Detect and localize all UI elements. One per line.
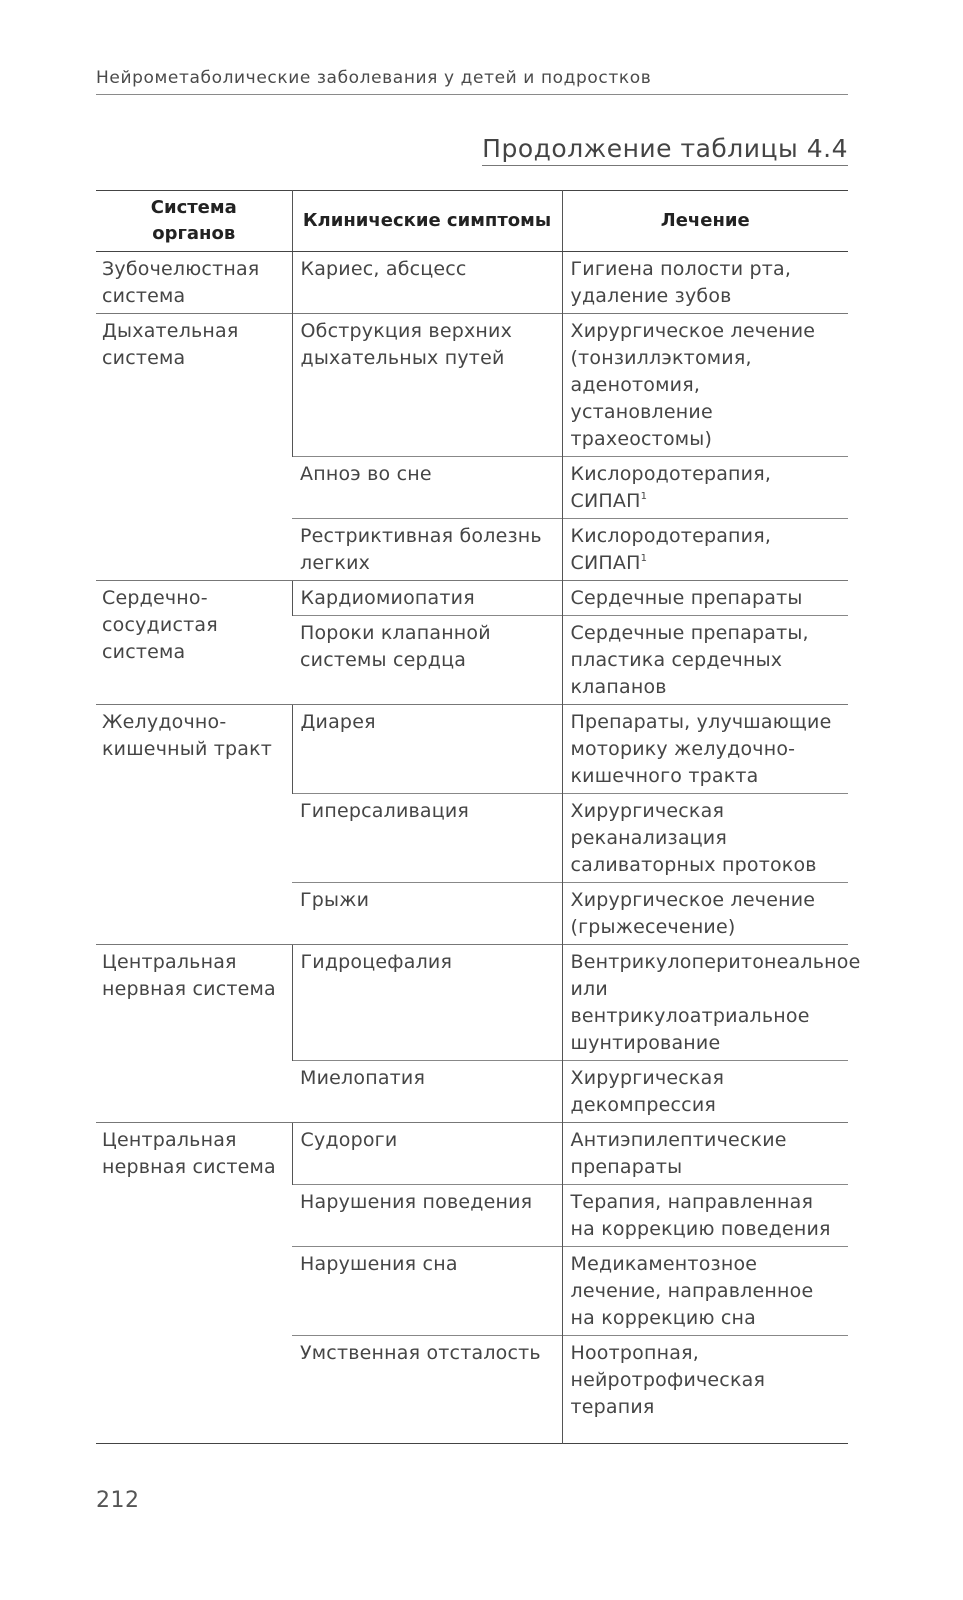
table-row — [96, 945, 848, 1061]
table-row — [96, 705, 848, 794]
symptom-cell: Гидроцефалия — [292, 945, 562, 1061]
symptom-cell: Миелопатия — [292, 1061, 562, 1123]
system-cell: Сердечно-сосудистая система — [96, 581, 292, 705]
treatment-cell — [562, 457, 848, 519]
table-caption: Продолжение таблицы 4.4 — [482, 134, 848, 166]
table-row — [96, 252, 848, 314]
table-row — [96, 1123, 848, 1185]
treatment-cell: Хирургическая декомпрессия — [562, 1061, 848, 1123]
treatment-cell: Терапия, направленная на коррекцию поведения — [562, 1185, 848, 1247]
system-cell: Дыхательная система — [96, 314, 292, 581]
treatment-text: Кислородотерапия, СИПАП — [570, 463, 772, 512]
symptom-cell: Умственная отсталость — [292, 1336, 562, 1444]
page-number: 212 — [96, 1488, 140, 1513]
symptom-cell: Обструкция верхних дыхательных путей — [292, 314, 562, 457]
system-cell: Желудочно-кишечный тракт — [96, 705, 292, 945]
system-cell: Зубочелюстная система — [102, 258, 260, 307]
treatment-cell: Вентрикулоперитонеальное или вентрикулоатриальное шунтирование — [562, 945, 848, 1061]
header-symptoms: Клинические симптомы — [292, 191, 562, 252]
system-cell: Центральная нервная система — [96, 1123, 292, 1444]
treatment-cell: Препараты, улучшающие моторику желудочно-кишечного тракта — [562, 705, 848, 794]
treatment-text: Кислородотерапия, СИПАП — [570, 525, 772, 574]
symptom-cell: Гиперсаливация — [292, 794, 562, 883]
symptom-cell: Грыжи — [292, 883, 562, 945]
symptom-cell: Судороги — [292, 1123, 562, 1185]
symptom-cell: Кариес, абсцесс — [292, 252, 562, 314]
running-head: Нейрометаболические заболевания у детей и подростков — [96, 68, 848, 95]
treatment-cell: Хирургическая реканализация саливаторных протоков — [562, 794, 848, 883]
system-cell: Центральная нервная система — [96, 945, 292, 1123]
symptom-cell: Диарея — [292, 705, 562, 794]
treatment-cell: Сердечные препараты, пластика сердечных клапанов — [562, 616, 848, 705]
treatment-cell: Медикаментозное лечение, направленное на коррекцию сна — [562, 1247, 848, 1336]
treatment-cell: Хирургическое лечение (грыжесечение) — [562, 883, 848, 945]
treatment-cell: Сердечные препараты — [562, 581, 848, 616]
header-treatment: Лечение — [562, 191, 848, 252]
footnote-marker: 1 — [640, 553, 648, 564]
symptom-cell: Пороки клапанной системы сердца — [292, 616, 562, 705]
table-header-row — [96, 191, 848, 252]
footnote-marker: 1 — [640, 491, 648, 502]
symptoms-treatment-table — [96, 190, 861, 1444]
symptom-cell: Нарушения поведения — [292, 1185, 562, 1247]
symptom-cell: Апноэ во сне — [292, 457, 562, 519]
symptom-cell: Нарушения сна — [292, 1247, 562, 1336]
treatment-cell — [562, 519, 848, 581]
treatment-cell: Антиэпилептические препараты — [562, 1123, 848, 1185]
treatment-cell: Хирургическое лечение (тонзиллэктомия, аденотомия, установление трахеостомы) — [562, 314, 848, 457]
symptom-cell: Рестриктивная болезнь легких — [292, 519, 562, 581]
table-row — [96, 581, 848, 616]
header-system: Система органов — [96, 191, 292, 252]
table-row — [96, 314, 848, 457]
symptom-cell: Кардиомиопатия — [292, 581, 562, 616]
treatment-cell: Гигиена полости рта, удаление зубов — [562, 252, 848, 314]
treatment-cell: Ноотропная, нейротрофическая терапия — [562, 1336, 848, 1444]
